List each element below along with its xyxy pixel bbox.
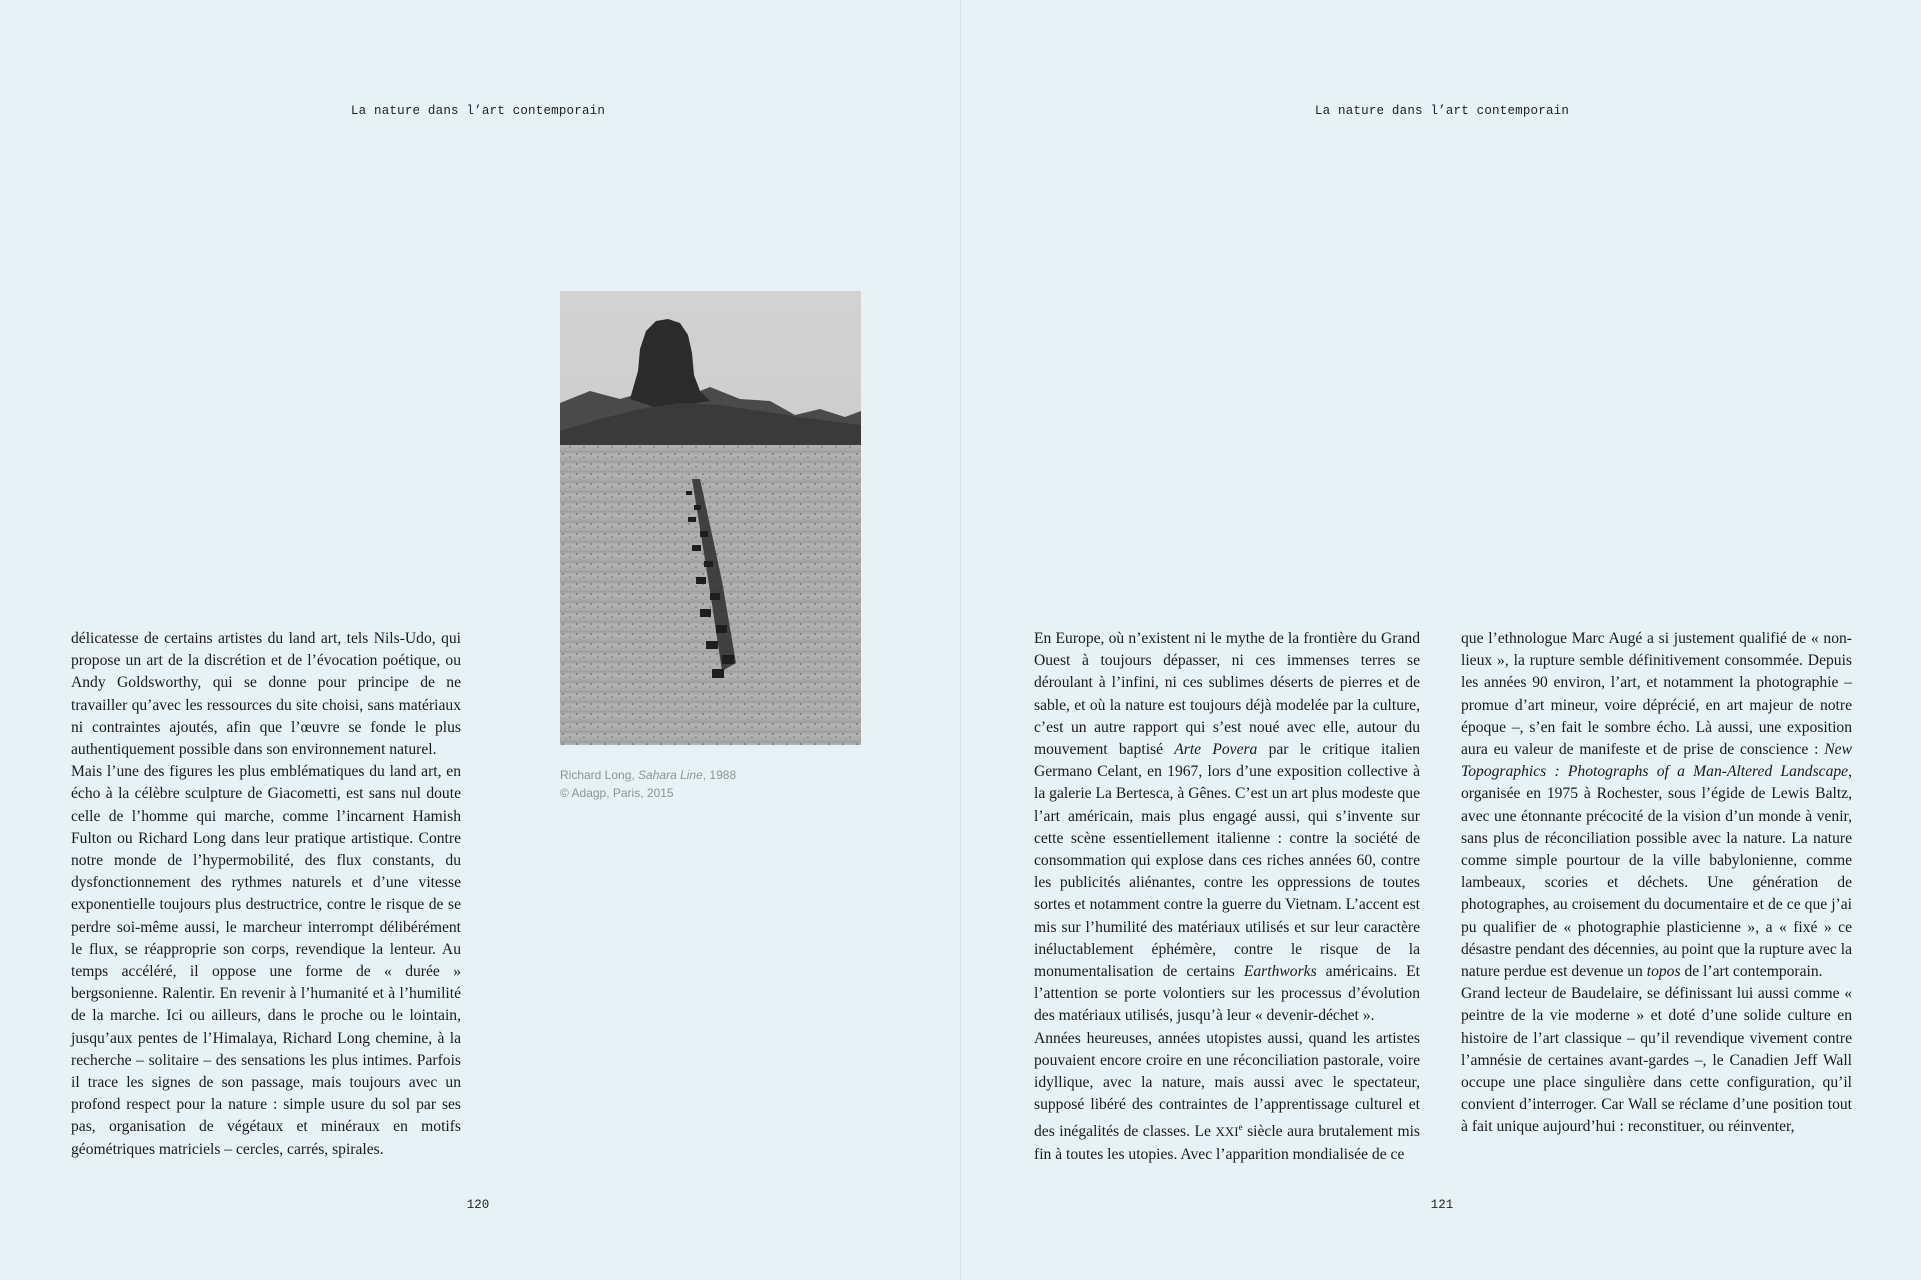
paragraph: Années heureuses, années utopistes aussi, quand les artistes pouvaient encore croire en une réconciliation pastorale, voire idyllique, avec la nature, mais aussi avec le spectateur, supposé libéré des contraintes de l’apprentissage culturel et des inégalités de classes. Le XXIe siècle aura brutalement mis fin à toutes les utopies. Avec l’apparition mondialisée de ce: [1034, 1029, 1420, 1163]
paragraph: Mais l’une des figures les plus emblématiques du land art, en écho à la célèbre sculpture de Giacometti, est sans nul doute celle de l’homme qui marche, comme l’incarnent Hamish Fulton ou Richard Long dans leur pratique artistique. Contre notre monde de l’hypermobilité, des flux constants, du dysfonctionnement des rythmes naturels et d’une vitesse exponentielle toujours plus destructrice, contre le risque de se perdre soi-même aussi, le marcheur interrompt délibérément le flux, se réapproprie son corps, revendique la lenteur. Au temps accéléré, il oppose une forme de « durée » bergsonienne. Ralentir. En revenir à l’humanité et à l’humilité de la marche. Ici ou ailleurs, dans le proche ou le lointain, jusqu’aux pentes de l’Himalaya, Richard Long chemine, à la recherche – solitaire – des sensations les plus intimes. Parfois il trace les signes de son passage, mais toujours avec un profond respect pour la nature : simple usure du sol par ses pas, organisation de végétaux et minéraux en motifs géométriques matriciels – cercles, carrés, spirales.: [71, 763, 461, 1158]
paragraph: délicatesse de certains artistes du land art, tels Nils-Udo, qui propose un art de la discrétion et de l’évocation poétique, ou Andy Goldsworthy, qui se donne pour principe de ne travailler qu’avec les ressources du site choisi, sans matériaux ni contraintes ajoutés, afin que l’œuvre se fonde le plus authentiquement possible dans son environnement naturel.: [71, 630, 461, 759]
right-text-column-2: [1461, 628, 1852, 1139]
left-page: [0, 0, 960, 1280]
running-head-right: La nature dans l’art contemporain: [1314, 104, 1570, 118]
caption-year: , 1988: [702, 768, 737, 782]
sahara-line-photograph: [560, 291, 861, 745]
page-number-right: 121: [1430, 1198, 1454, 1212]
right-page: [961, 0, 1921, 1280]
right-text-column-1: [1034, 628, 1420, 1166]
paragraph: que l’ethnologue Marc Augé a si justement qualifié de « non-lieux », la rupture semble définitivement consommée. Depuis les années 90 environ, l’art, et notamment la photographie – promue d’art mineur, voire déprécié, en art majeur de notre époque –, s’en fait le sombre écho. Là aussi, une exposition aura eu valeur de manifeste et de prise de conscience : New Topographics : Photographs of a Man-Altered Landscape, organisée en 1975 à Rochester, sous l’égide de Lewis Baltz, avec une étonnante précocité de la vision d’un monde à venir, sans plus de réconciliation possible avec la nature. La nature comme simple pourtour de la ville babylonienne, comme lambeaux, scories et déchets. Une génération de photographes, au croisement du documentaire et de ce que j’ai pu qualifier de « photographie plasticienne », a « fixé » ce désastre pendant des décennies, au point que la rupture avec la nature perdue est devenue un topos de l’art contemporain.: [1461, 630, 1852, 981]
running-head-left: La nature dans l’art contemporain: [350, 104, 606, 118]
paragraph: Grand lecteur de Baudelaire, se définissant lui aussi comme « peintre de la vie moderne » et doté d’une solide culture en histoire de l’art classique – qu’il revendique vivement contre l’amnésie de certaines avant-gardes –, le Canadien Jeff Wall occupe une place singulière dans cette configuration, qu’il convient d’interroger. Car Wall se réclame d’une position tout à fait unique aujourd’hui : reconstituer, ou réinventer,: [1461, 985, 1852, 1136]
paragraph: En Europe, où n’existent ni le mythe de la frontière du Grand Ouest à toujours dépasser, ni ces immenses terres se déroulant à l’infini, ni ces sublimes déserts de pierres et de sable, et où la nature est toujours déjà modelée par la culture, c’est un autre rapport qui s’est noué avec elle, autour du mouvement baptisé Arte Povera par le critique italien Germano Celant, en 1967, lors d’une exposition collective à la galerie La Bertesca, à Gênes. C’est un art plus modeste que l’art américain, mais plus engagé aussi, qui s’invente sur cette scène essentiellement italienne : contre la société de consommation qui explose dans ces riches années 60, contre les publicités aliénantes, contre les oppressions de toutes sortes et notamment contre la guerre du Vietnam. L’accent est mis sur l’humilité des matériaux utilisés et sur leur caractère inéluctablement éphémère, contre le risque de la monumentalisation de certains Earthworks américains. Et l’attention se porte volontiers sur les processus d’évolution des matériaux utilisés, jusqu’à leur « devenir-déchet ».: [1034, 630, 1421, 1025]
caption-title: Sahara Line: [638, 768, 703, 782]
photo-caption: [560, 766, 880, 802]
caption-artist: Richard Long,: [560, 768, 639, 782]
page-number-left: 120: [466, 1198, 490, 1212]
caption-credit: © Adagp, Paris, 2015: [560, 786, 674, 800]
left-text-column: [71, 628, 461, 1161]
